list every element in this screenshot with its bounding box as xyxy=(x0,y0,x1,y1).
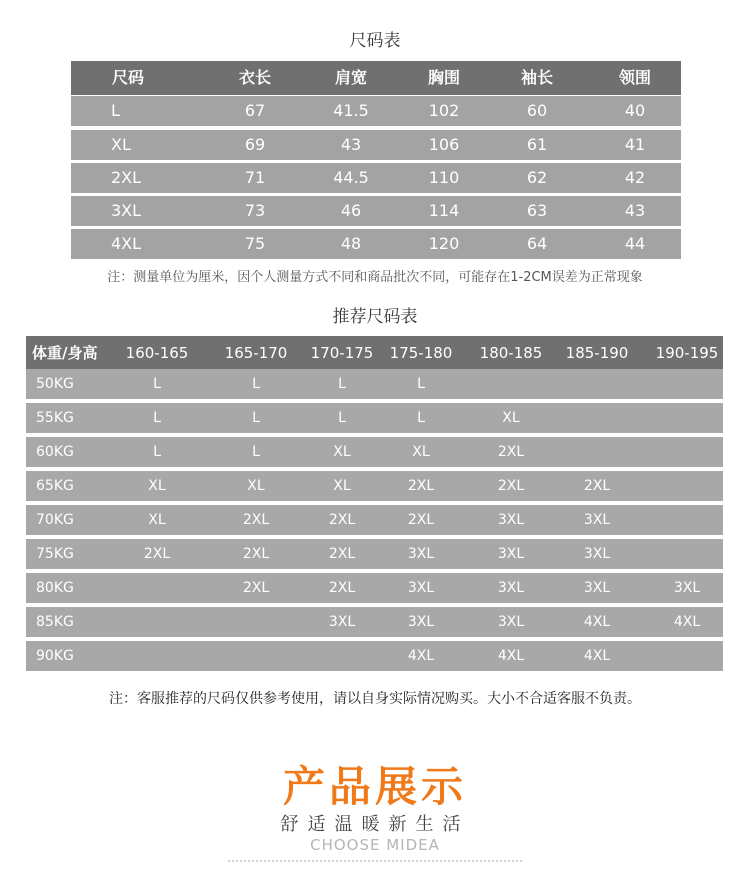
recommend-table-weight: 90KG xyxy=(36,648,74,664)
recommend-table-cell: 2XL xyxy=(328,580,356,596)
size-table-cell: 43 xyxy=(340,135,362,154)
recommend-table-row xyxy=(26,505,723,535)
recommend-table-height-header: 170-175 xyxy=(310,344,374,362)
size-table-cell: 48 xyxy=(340,234,362,253)
recommend-table-cell: XL xyxy=(412,444,430,460)
decorative-divider xyxy=(228,860,522,862)
recommend-table-cell: 2XL xyxy=(328,546,356,562)
recommend-table-height-header: 165-170 xyxy=(224,344,288,362)
recommend-table-cell: L xyxy=(338,410,346,426)
size-table-cell: 42 xyxy=(624,168,646,187)
recommend-table-note: 注：客服推荐的尺码仅供参考使用，请以自身实际情况购买。大小不合适客服不负责。 xyxy=(109,691,641,707)
size-table-note: 注：测量单位为厘米，因个人测量方式不同和商品批次不同，可能存在1-2CM误差为正常现象 xyxy=(107,270,643,285)
size-table-cell: 43 xyxy=(624,201,646,220)
size-table-cell: 44.5 xyxy=(333,168,369,187)
promo-subtitle: 舒适温暖新生活 xyxy=(280,814,470,835)
size-table-cell: 75 xyxy=(244,234,266,253)
size-table-row xyxy=(71,196,681,226)
recommend-table-cell: L xyxy=(252,444,260,460)
recommend-table-cell: 3XL xyxy=(583,546,611,562)
recommend-table-row xyxy=(26,641,723,671)
recommend-table-height-header: 185-190 xyxy=(565,344,629,362)
recommend-table-weight: 60KG xyxy=(36,444,74,460)
size-table-row xyxy=(71,229,681,259)
recommend-table-cell: 3XL xyxy=(497,580,525,596)
recommend-table-height-header: 160-165 xyxy=(125,344,189,362)
recommend-table-weight: 85KG xyxy=(36,614,74,630)
size-table-cell: 2XL xyxy=(111,168,142,187)
size-table-header-cell: 衣长 xyxy=(238,68,271,87)
size-table-cell: XL xyxy=(111,135,131,154)
recommend-table-cell: 3XL xyxy=(673,580,701,596)
recommend-table-header xyxy=(26,336,723,370)
size-table-header xyxy=(71,61,681,95)
recommend-table-cell: 3XL xyxy=(497,512,525,528)
recommend-table-cell: 2XL xyxy=(242,546,270,562)
recommend-table-weight: 50KG xyxy=(36,376,74,392)
recommend-table-cell: 2XL xyxy=(242,580,270,596)
recommend-table-row xyxy=(26,369,723,399)
recommend-table-weight: 70KG xyxy=(36,512,74,528)
recommend-table-cell: 2XL xyxy=(242,512,270,528)
recommend-table-cell: 3XL xyxy=(407,580,435,596)
recommend-table-cell: 2XL xyxy=(497,444,525,460)
recommend-table-cell: 2XL xyxy=(328,512,356,528)
size-table-row xyxy=(71,130,681,160)
recommend-table-height-header: 175-180 xyxy=(389,344,453,362)
size-table-cell: 41.5 xyxy=(333,101,369,120)
recommend-table-cell: 4XL xyxy=(583,614,611,630)
size-table-cell: 69 xyxy=(244,135,266,154)
recommend-table-cell: L xyxy=(417,376,425,392)
recommend-table-cell: XL xyxy=(333,444,351,460)
size-table-cell: 62 xyxy=(526,168,548,187)
recommend-table-cell: 4XL xyxy=(497,648,525,664)
size-table-cell: 110 xyxy=(428,168,460,187)
recommend-table-weight: 55KG xyxy=(36,410,74,426)
size-table-cell: 63 xyxy=(526,201,548,220)
recommend-table-corner: 体重/身高 xyxy=(32,344,98,362)
recommend-table-weight: 80KG xyxy=(36,580,74,596)
size-table-cell: 40 xyxy=(624,101,646,120)
size-table-cell: 106 xyxy=(428,135,460,154)
recommend-table-row xyxy=(26,607,723,637)
recommend-table-row xyxy=(26,403,723,433)
recommend-table-cell: 2XL xyxy=(407,478,435,494)
size-table-header-cell: 胸围 xyxy=(427,68,460,87)
size-table-title: 尺码表 xyxy=(349,31,401,51)
size-table-cell: 64 xyxy=(526,234,548,253)
size-table-cell: 120 xyxy=(428,234,460,253)
recommend-table-weight: 65KG xyxy=(36,478,74,494)
recommend-table-row xyxy=(26,437,723,467)
recommend-table-row xyxy=(26,573,723,603)
recommend-table-cell: 4XL xyxy=(673,614,701,630)
size-table-row xyxy=(71,163,681,193)
recommend-table-row xyxy=(26,539,723,569)
size-table-cell: 67 xyxy=(244,101,266,120)
size-table-header-cell: 袖长 xyxy=(520,68,553,87)
size-table-cell: 60 xyxy=(526,101,548,120)
size-table-cell: 71 xyxy=(244,168,266,187)
size-table-cell: L xyxy=(111,101,120,120)
recommend-table-cell: XL xyxy=(333,478,351,494)
recommend-table-height-header: 190-195 xyxy=(655,344,719,362)
recommend-table-cell: 2XL xyxy=(407,512,435,528)
recommend-table-cell: 2XL xyxy=(497,478,525,494)
recommend-table-cell: 3XL xyxy=(497,546,525,562)
recommend-table-cell: 4XL xyxy=(407,648,435,664)
size-table-cell: 41 xyxy=(624,135,646,154)
promo-english: CHOOSE MIDEA xyxy=(310,836,440,854)
recommend-table-cell: 3XL xyxy=(583,580,611,596)
recommend-table-cell: XL xyxy=(247,478,265,494)
recommend-table-cell: L xyxy=(338,376,346,392)
size-table-cell: 46 xyxy=(340,201,362,220)
recommend-table-cell: L xyxy=(252,410,260,426)
recommend-table-cell: 4XL xyxy=(583,648,611,664)
recommend-table-cell: L xyxy=(153,376,161,392)
recommend-table-cell: L xyxy=(252,376,260,392)
recommend-table-cell: L xyxy=(417,410,425,426)
recommend-table-weight: 75KG xyxy=(36,546,74,562)
promo-title: 产品展示 xyxy=(282,762,467,811)
size-table-cell: 102 xyxy=(428,101,460,120)
recommend-table-cell: XL xyxy=(148,478,166,494)
size-table-row xyxy=(71,96,681,126)
size-table-header-cell: 尺码 xyxy=(111,68,144,87)
recommend-table-cell: XL xyxy=(502,410,520,426)
recommend-table-cell: L xyxy=(153,410,161,426)
recommend-table-cell: 3XL xyxy=(583,512,611,528)
recommend-table-cell: 2XL xyxy=(583,478,611,494)
size-table-cell: 4XL xyxy=(111,234,142,253)
recommend-table-row xyxy=(26,471,723,501)
recommend-table-cell: 3XL xyxy=(497,614,525,630)
recommend-table-cell: 3XL xyxy=(328,614,356,630)
recommend-table-cell: XL xyxy=(148,512,166,528)
size-table-cell: 44 xyxy=(624,234,646,253)
recommend-table-title: 推荐尺码表 xyxy=(332,307,418,327)
size-table-cell: 3XL xyxy=(111,201,142,220)
recommend-table-height-header: 180-185 xyxy=(479,344,543,362)
recommend-table-cell: 3XL xyxy=(407,546,435,562)
size-table-header-cell: 领围 xyxy=(618,68,651,87)
size-table-cell: 61 xyxy=(526,135,548,154)
size-table-cell: 114 xyxy=(428,201,460,220)
recommend-table-cell: L xyxy=(153,444,161,460)
recommend-table-cell: 3XL xyxy=(407,614,435,630)
size-table-header-cell: 肩宽 xyxy=(334,68,367,87)
size-table-cell: 73 xyxy=(244,201,266,220)
recommend-table-cell: 2XL xyxy=(143,546,171,562)
